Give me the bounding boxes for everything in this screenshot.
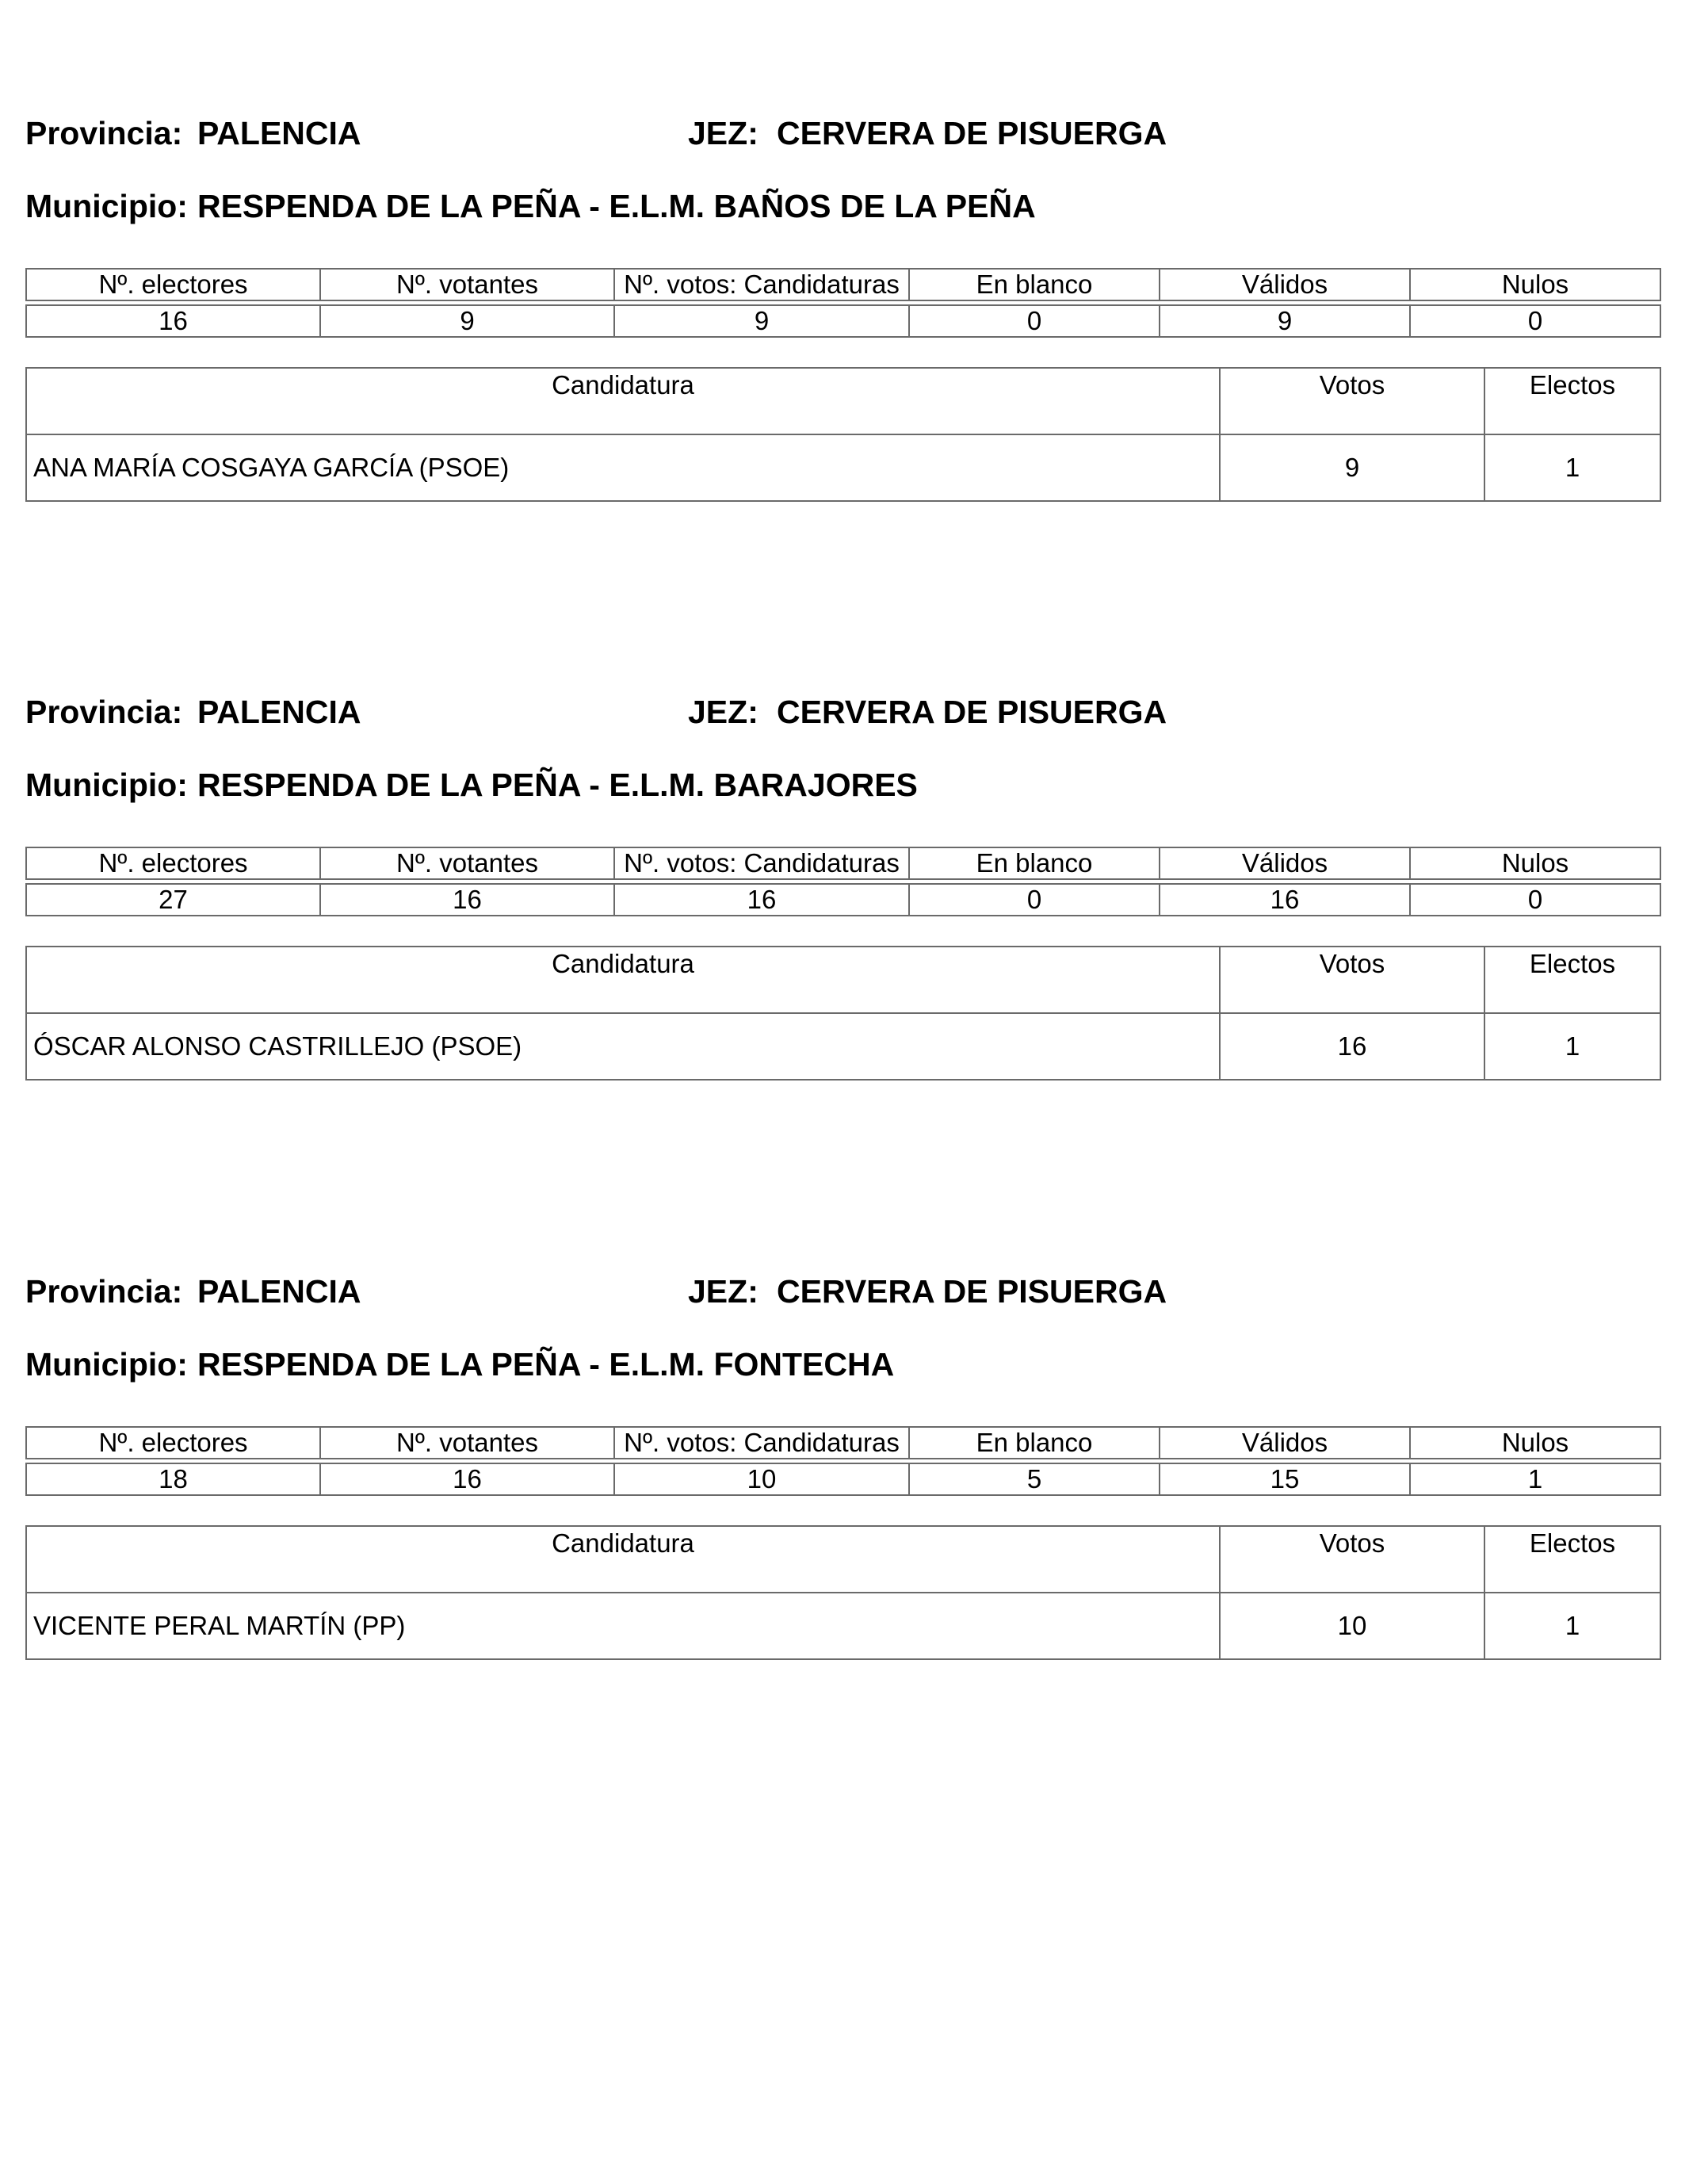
stats-header: Nº. votos: Candidaturas (614, 269, 909, 300)
stats-value: 5 (909, 1463, 1160, 1495)
stats-value: 0 (1410, 884, 1660, 916)
candidates-table (25, 946, 1661, 1081)
stats-value: 27 (26, 884, 320, 916)
candidate-name: ÓSCAR ALONSO CASTRILLEJO (PSOE) (26, 1013, 1220, 1080)
municipio-line (25, 761, 1660, 809)
votos-header: Votos (1220, 947, 1484, 1013)
candidate-elected: 1 (1484, 1593, 1660, 1659)
stats-header: Nº. votos: Candidaturas (614, 847, 909, 879)
stats-header: Nº. votantes (320, 1427, 614, 1459)
jez-label: JEZ: (688, 1273, 758, 1310)
stats-header: Nulos (1410, 269, 1660, 300)
votos-header: Votos (1220, 1526, 1484, 1593)
stats-header: Nº. votos: Candidaturas (614, 1427, 909, 1459)
provincia-value: PALENCIA (197, 694, 361, 730)
municipio-value: RESPENDA DE LA PEÑA - E.L.M. BAÑOS DE LA PEÑA (197, 188, 1036, 224)
candidate-votes: 9 (1220, 434, 1484, 501)
stats-table (25, 1426, 1661, 1496)
candidate-name: ANA MARÍA COSGAYA GARCÍA (PSOE) (26, 434, 1220, 501)
votos-header: Votos (1220, 368, 1484, 434)
stats-value: 9 (1160, 305, 1410, 337)
stats-header: Válidos (1160, 1427, 1410, 1459)
jez-value: CERVERA DE PISUERGA (777, 115, 1167, 151)
electos-header: Electos (1484, 368, 1660, 434)
stats-header: En blanco (909, 1427, 1160, 1459)
table-row (26, 434, 1660, 501)
municipio-label: Municipio: (25, 767, 188, 803)
candidate-elected: 1 (1484, 434, 1660, 501)
jez-value: CERVERA DE PISUERGA (777, 1273, 1167, 1310)
stats-value: 16 (320, 1463, 614, 1495)
candidatura-header: Candidatura (26, 368, 1220, 434)
stats-header: Nº. electores (26, 847, 320, 879)
table-row (26, 1013, 1660, 1080)
stats-header: Nº. electores (26, 1427, 320, 1459)
candidates-table (25, 367, 1661, 502)
provincia-value: PALENCIA (197, 1273, 361, 1310)
candidate-elected: 1 (1484, 1013, 1660, 1080)
candidate-name: VICENTE PERAL MARTÍN (PP) (26, 1593, 1220, 1659)
stats-header: Nº. votantes (320, 269, 614, 300)
municipio-value: RESPENDA DE LA PEÑA - E.L.M. BARAJORES (197, 767, 918, 803)
stats-table (25, 268, 1661, 338)
stats-header: Válidos (1160, 847, 1410, 879)
stats-value: 10 (614, 1463, 909, 1495)
stats-value: 16 (320, 884, 614, 916)
stats-header: En blanco (909, 847, 1160, 879)
provincia-label: Provincia: (25, 1273, 183, 1310)
candidate-votes: 10 (1220, 1593, 1484, 1659)
header-line (25, 1268, 1660, 1315)
stats-header: Nº. votantes (320, 847, 614, 879)
provincia-label: Provincia: (25, 115, 183, 151)
stats-value: 0 (1410, 305, 1660, 337)
stats-value: 0 (909, 884, 1160, 916)
stats-header: Nulos (1410, 847, 1660, 879)
stats-value: 16 (1160, 884, 1410, 916)
candidates-table (25, 1525, 1661, 1660)
stats-header: Nº. electores (26, 269, 320, 300)
jez-label: JEZ: (688, 115, 758, 151)
provincia-value: PALENCIA (197, 115, 361, 151)
electos-header: Electos (1484, 947, 1660, 1013)
stats-header: Nulos (1410, 1427, 1660, 1459)
header-line (25, 109, 1660, 157)
table-row (26, 1593, 1660, 1659)
stats-value: 15 (1160, 1463, 1410, 1495)
header-line (25, 688, 1660, 736)
candidatura-header: Candidatura (26, 1526, 1220, 1593)
jez-label: JEZ: (688, 694, 758, 730)
jez-value: CERVERA DE PISUERGA (777, 694, 1167, 730)
stats-header: Válidos (1160, 269, 1410, 300)
candidatura-header: Candidatura (26, 947, 1220, 1013)
stats-header: En blanco (909, 269, 1160, 300)
stats-value: 18 (26, 1463, 320, 1495)
municipio-label: Municipio: (25, 188, 188, 224)
stats-table (25, 847, 1661, 916)
stats-value: 1 (1410, 1463, 1660, 1495)
provincia-label: Provincia: (25, 694, 183, 730)
stats-value: 0 (909, 305, 1160, 337)
municipio-line (25, 182, 1660, 230)
municipio-line (25, 1341, 1660, 1388)
stats-value: 16 (614, 884, 909, 916)
candidate-votes: 16 (1220, 1013, 1484, 1080)
electos-header: Electos (1484, 1526, 1660, 1593)
stats-value: 16 (26, 305, 320, 337)
stats-value: 9 (614, 305, 909, 337)
municipio-label: Municipio: (25, 1346, 188, 1383)
stats-value: 9 (320, 305, 614, 337)
municipio-value: RESPENDA DE LA PEÑA - E.L.M. FONTECHA (197, 1346, 895, 1383)
